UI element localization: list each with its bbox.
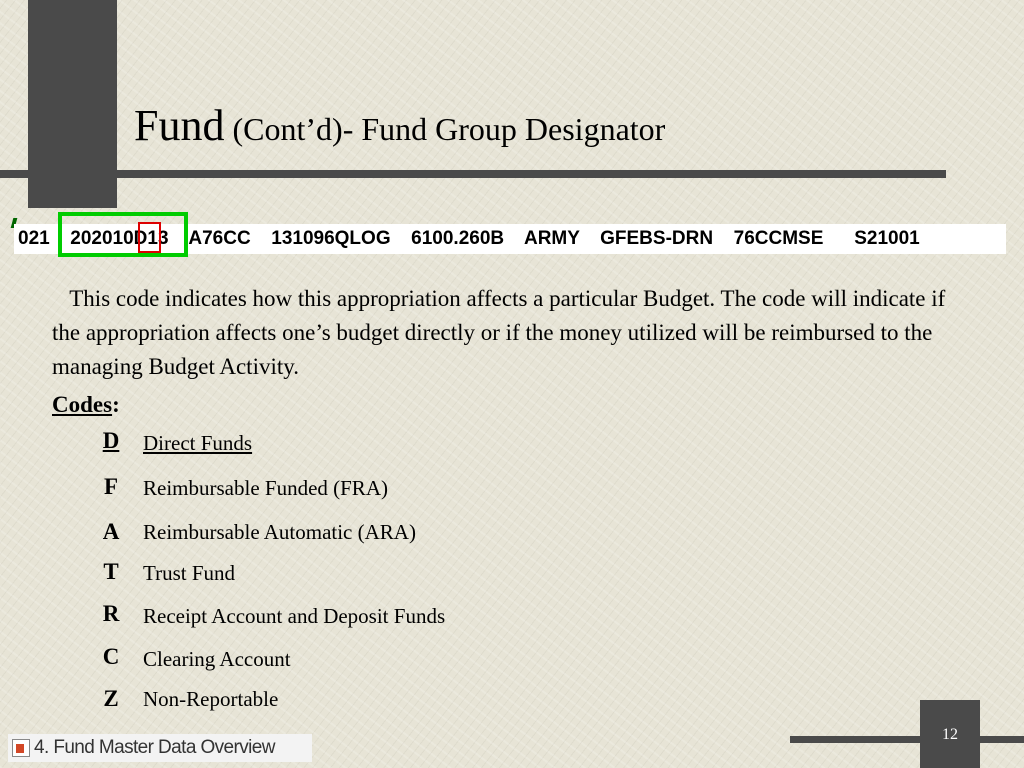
red-highlight-box [138,222,161,253]
page-number: 12 [942,726,958,743]
description-paragraph [52,282,952,384]
code-description: Clearing Account [143,647,291,671]
code-letter: D [102,428,120,453]
code-letter: C [102,644,120,669]
code-letter: Z [103,686,119,711]
code-letter: F [103,474,119,499]
code-highlight: D [133,228,148,249]
slide-title [134,100,665,151]
code-prefix: 021 202010 [18,228,134,249]
codes-heading-label: Codes [52,392,113,417]
code-letter: A [102,519,120,544]
title-underline-bar [0,170,946,178]
code-suffix: 13 A76CC 131096QLOG 6100.260B ARMY GFEBS-DRN 76CCMSE S21001 [147,228,920,249]
presentation-tab-label: 4. Fund Master Data Overview [34,737,275,758]
description-text: This code indicates how this appropriation affects a particular Budget. The code will indicate if the appropriation affects one’s budget directly or if the money utilized will be reimbursed to the managing Budget Activity. [52,286,946,379]
footer-bar [790,736,1024,743]
codes-heading-colon: : [112,392,120,417]
powerpoint-icon [12,739,30,757]
title-sub: (Cont’d)- Fund Group Designator [224,111,666,147]
presentation-tab[interactable] [8,734,312,762]
code-description: Direct Funds [143,431,253,455]
code-description: Reimbursable Automatic (ARA) [143,520,416,544]
code-letter: R [102,601,120,626]
code-letter: T [103,559,119,584]
code-description: Trust Fund [143,561,236,585]
code-description: Receipt Account and Deposit Funds [143,604,446,628]
codes-heading [52,392,120,418]
title-main: Fund [134,101,225,150]
green-highlight-box [58,212,188,257]
code-description: Non-Reportable [143,687,279,711]
code-description: Reimbursable Funded (FRA) [143,476,388,500]
